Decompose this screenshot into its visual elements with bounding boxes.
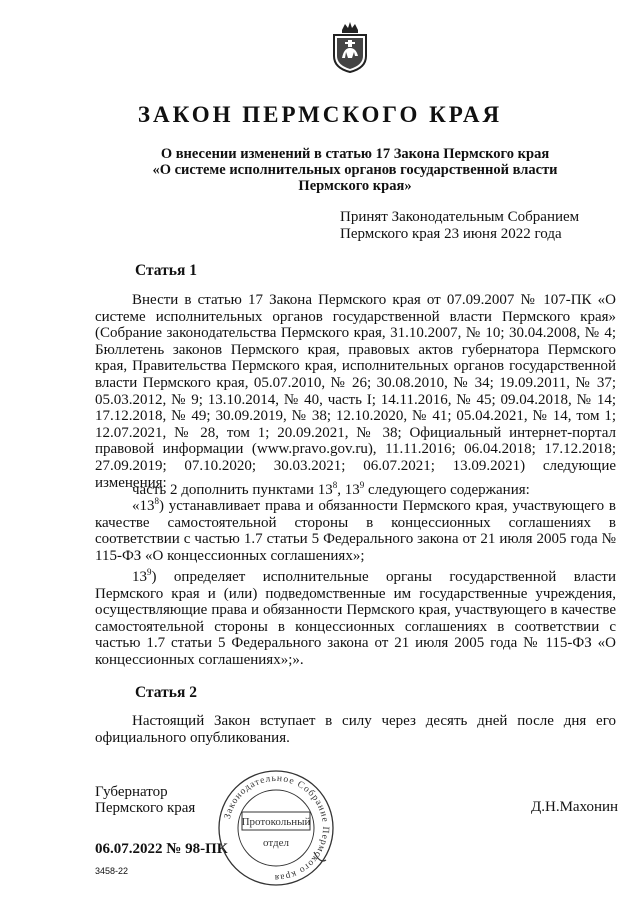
- subtitle-line: Пермского края»: [298, 178, 412, 194]
- registration-number: 3458-22: [95, 866, 129, 876]
- part-2-instruction: часть 2 дополнить пунктами $13^8$, $13^9$ следующего содержания:: [132, 480, 530, 498]
- subtitle-line: «О системе исполнительных органов государственной власти: [152, 162, 558, 178]
- adoption-line: Пермского края 23 июня 2022 года: [340, 225, 562, 242]
- law-subtitle: [95, 146, 615, 194]
- superscript-8: 8: [332, 480, 338, 490]
- superscript-9: 9: [359, 480, 365, 490]
- official-stamp: [216, 768, 336, 888]
- article-1-intro: Внести в статью 17 Закона Пермского края от 07.09.2007 № 107-ПК «О системе исполнительных органов государственной власти Пермского края» (Собрание законодательства Пермского края, 31.10.2007, № 10; 30.04.2008, № 4; Бюллетень законов Пермского края, правовых актов губернатора Пермского края, Правительства Пермского края, исполнительных органов государственной власти Пермского края, 05.07.2010, № 26; 30.08.2010, № 34; 19.09.2011, № 37; 05.03.2012, № 9; 13.10.2014, № 40, часть I; 14.11.2016, № 45; 09.04.2018, № 14; 17.12.2018, № 49; 30.09.2019, № 38; 12.10.2020, № 41; 05.04.2021, № 14, том 1; 12.07.2021, № 28, том 1; 20.09.2021, № 38; Официальный интернет-портал правовой информации (www.pravo.gov.ru), 11.11.2016; 06.04.2018; 17.12.2018; 27.09.2019; 07.10.2020; 30.03.2021; 06.07.2021; 13.09.2021) следующие изменения:: [95, 292, 616, 491]
- law-title: ЗАКОН ПЕРМСКОГО КРАЯ: [137, 102, 503, 127]
- law-date-number: 06.07.2022 № 98-ПК: [95, 841, 228, 857]
- article-1-heading: Статья 1: [135, 262, 197, 279]
- coat-of-arms-icon: [328, 18, 372, 74]
- subtitle-line: О внесении изменений в статью 17 Закона Пермского края: [160, 146, 550, 162]
- stamp-ring-text: Законодательное Собрание Пермского края: [222, 773, 331, 883]
- article-2-text: Настоящий Закон вступает в силу через десять дней после дня его официального опубликования.: [95, 713, 616, 746]
- stamp-center-line2: отдел: [263, 837, 289, 849]
- item-13-8: «$13^8$) устанавливает права и обязанности Пермского края, участвующего в качестве самостоятельной стороны в концессионных соглашениях в соответствии с частью 1.7 статьи 5 Федерального закона от 21 июля 2005 года № 115-ФЗ «О концессионных соглашениях»;: [95, 496, 616, 564]
- adoption-note: [340, 209, 579, 242]
- signer-name: Д.Н.Махонин: [531, 799, 619, 815]
- article-2-heading: Статья 2: [135, 684, 197, 701]
- signer-position: Губернатор Пермского края: [95, 784, 196, 816]
- stamp-center-line1: Протокольный: [241, 816, 311, 828]
- item-13-9: $13^9$) определяет исполнительные органы государственной власти Пермского края и (или) подведомственные им государственные учреждения, осуществляющие права и обязанности Пермского края, участвующего в качестве самостоятельной стороны в концессионных соглашениях в соответствии с частью 1.7 статьи 5 Федерального закона от 21 июля 2005 года № 115-ФЗ «О концессионных соглашениях»;».: [95, 567, 616, 668]
- adoption-line: Принят Законодательным Собранием: [340, 209, 580, 225]
